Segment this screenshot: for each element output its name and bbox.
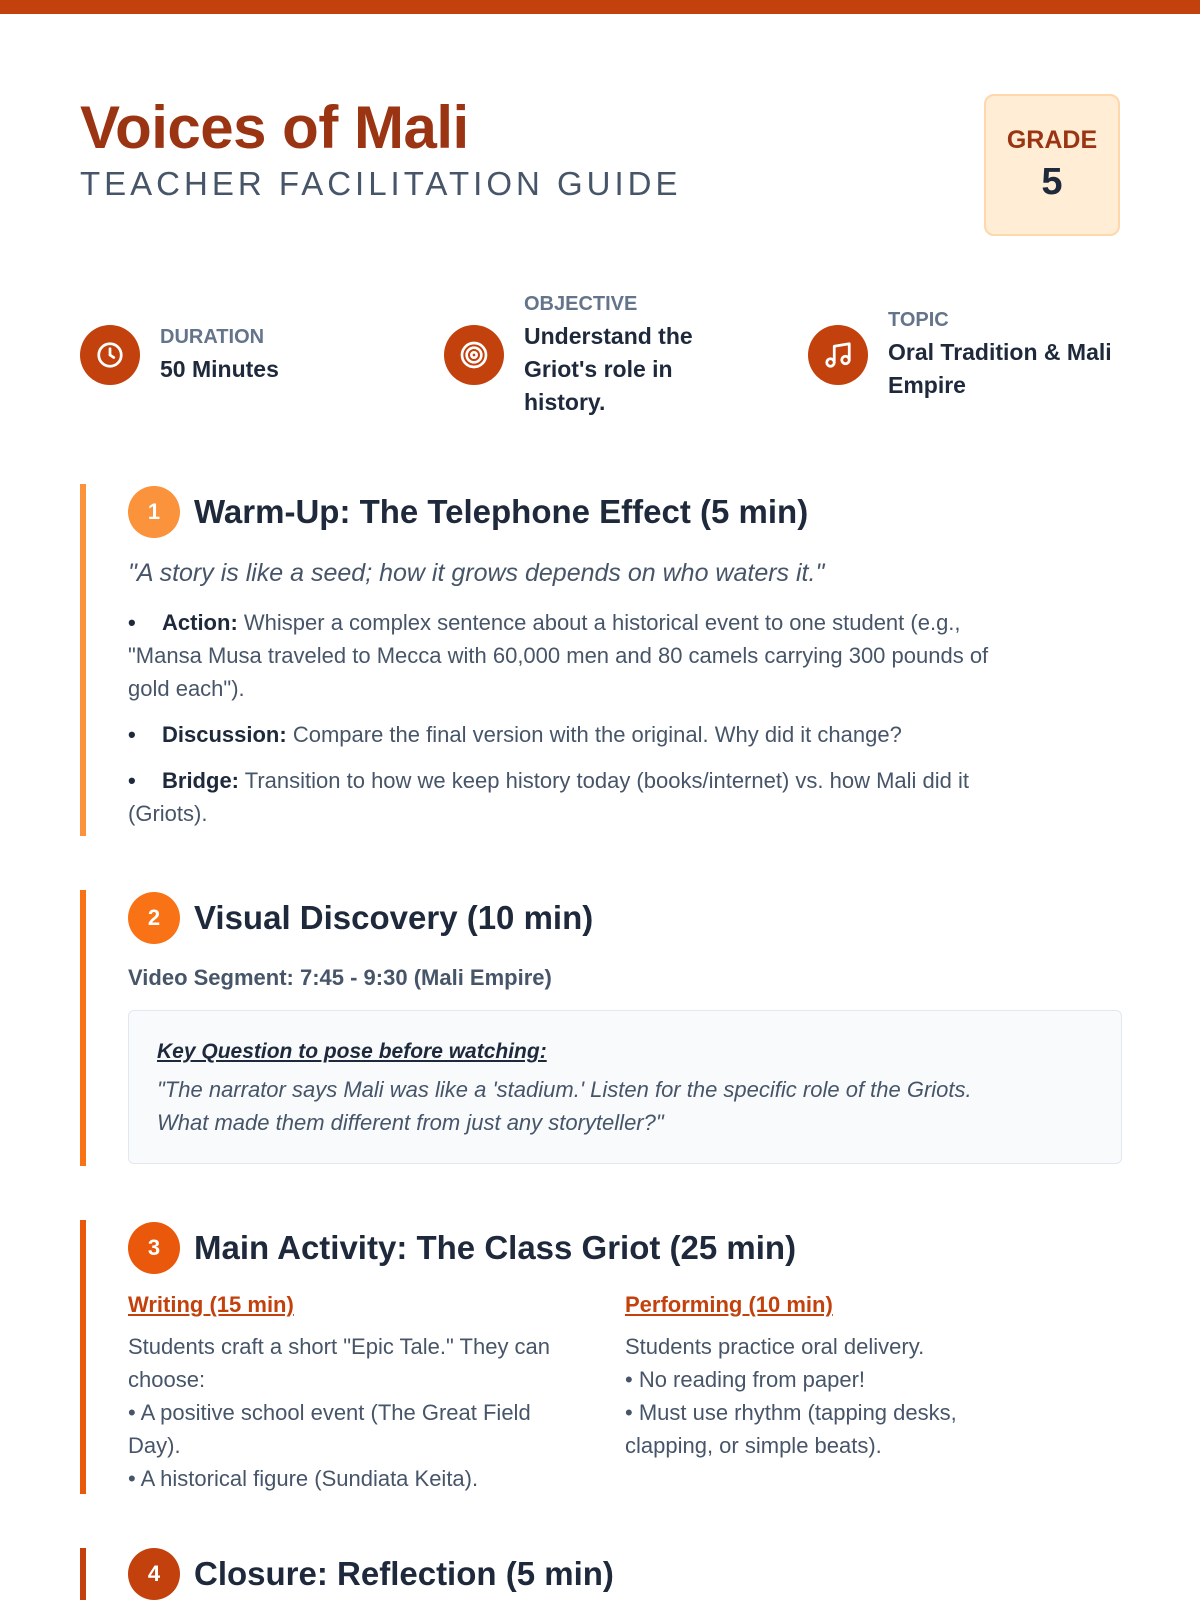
section-rule	[80, 890, 86, 1166]
page-title: Voices of Mali	[80, 94, 469, 161]
section-warm-up	[80, 484, 1122, 836]
section-title: Closure: Reflection (5 min)	[194, 1555, 614, 1592]
section-title: Visual Discovery (10 min)	[194, 899, 594, 936]
top-accent-bar	[0, 0, 1200, 14]
page-header	[80, 92, 1120, 242]
section-closure	[80, 1548, 1122, 1600]
list-item: • Bridge: Transition to how we keep history today (books/internet) vs. how Mali did it (Griots).	[128, 768, 970, 826]
section-rule	[80, 484, 86, 836]
section-rule	[80, 1220, 86, 1494]
callout-title: Key Question to pose before watching:	[157, 1040, 547, 1063]
column-title: Performing (10 min)	[625, 1292, 833, 1317]
music-note-icon	[808, 325, 868, 385]
lesson-meta	[80, 290, 1120, 420]
topic-label: TOPIC	[888, 309, 949, 331]
section-main-activity	[80, 1220, 1122, 1494]
video-segment: Video Segment: 7:45 - 9:30 (Mali Empire)	[128, 965, 552, 990]
topic-value: Oral Tradition & Mali Empire	[888, 339, 1112, 398]
list-item: • Discussion: Compare the final version with the original. Why did it change?	[128, 722, 902, 747]
duration-value: 50 Minutes	[160, 355, 279, 382]
page-subtitle: TEACHER FACILITATION GUIDE	[80, 165, 682, 202]
section-title: Main Activity: The Class Griot (25 min)	[194, 1229, 797, 1266]
target-icon	[444, 325, 504, 385]
clock-icon	[80, 325, 140, 385]
column-title: Writing (15 min)	[128, 1292, 294, 1317]
grade-value: 5	[1041, 161, 1063, 203]
performing-column: Performing (10 min) Students practice oral delivery. • No reading from paper! • Must use rhythm (tapping desks, clapping, or simple beats).	[625, 1290, 1122, 1495]
section-title: Warm-Up: The Telephone Effect (5 min)	[194, 493, 809, 530]
objective-label: OBJECTIVE	[524, 292, 638, 315]
step-number-badge: 4	[128, 1548, 180, 1600]
writing-column: Writing (15 min) Students craft a short "Epic Tale." They can choose: • A positive school event (The Great Field Day). • A historical figure (Sundiata Keita).	[128, 1290, 625, 1495]
section-rule	[80, 1548, 86, 1600]
step-number-badge: 3	[128, 1222, 180, 1274]
meta-duration	[80, 290, 279, 420]
section-quote: "A story is like a seed; how it grows depends on who waters it."	[128, 559, 825, 587]
callout-text: "The narrator says Mali was like a 'stadium.' Listen for the specific role of the Griots. What made them different from just any storyteller?"	[157, 1077, 972, 1135]
grade-label: GRADE	[1006, 126, 1098, 154]
section-visual-discovery	[80, 890, 1122, 1166]
key-question-callout	[128, 1010, 1122, 1164]
step-number-badge: 2	[128, 892, 180, 944]
meta-topic	[808, 290, 1112, 420]
grade-badge	[984, 94, 1120, 236]
objective-value: Understand the Griot's role in history.	[524, 322, 693, 415]
activity-columns	[128, 1290, 1122, 1495]
duration-label: DURATION	[160, 325, 265, 348]
activity-list	[128, 606, 1122, 830]
list-item: • Action: Whisper a complex sentence about a historical event to one student (e.g., "Mansa Musa traveled to Mecca with 60,000 men and 80 camels carrying 300 pounds of gold each").	[128, 610, 989, 701]
meta-objective	[444, 290, 693, 420]
step-number-badge: 1	[128, 486, 180, 538]
